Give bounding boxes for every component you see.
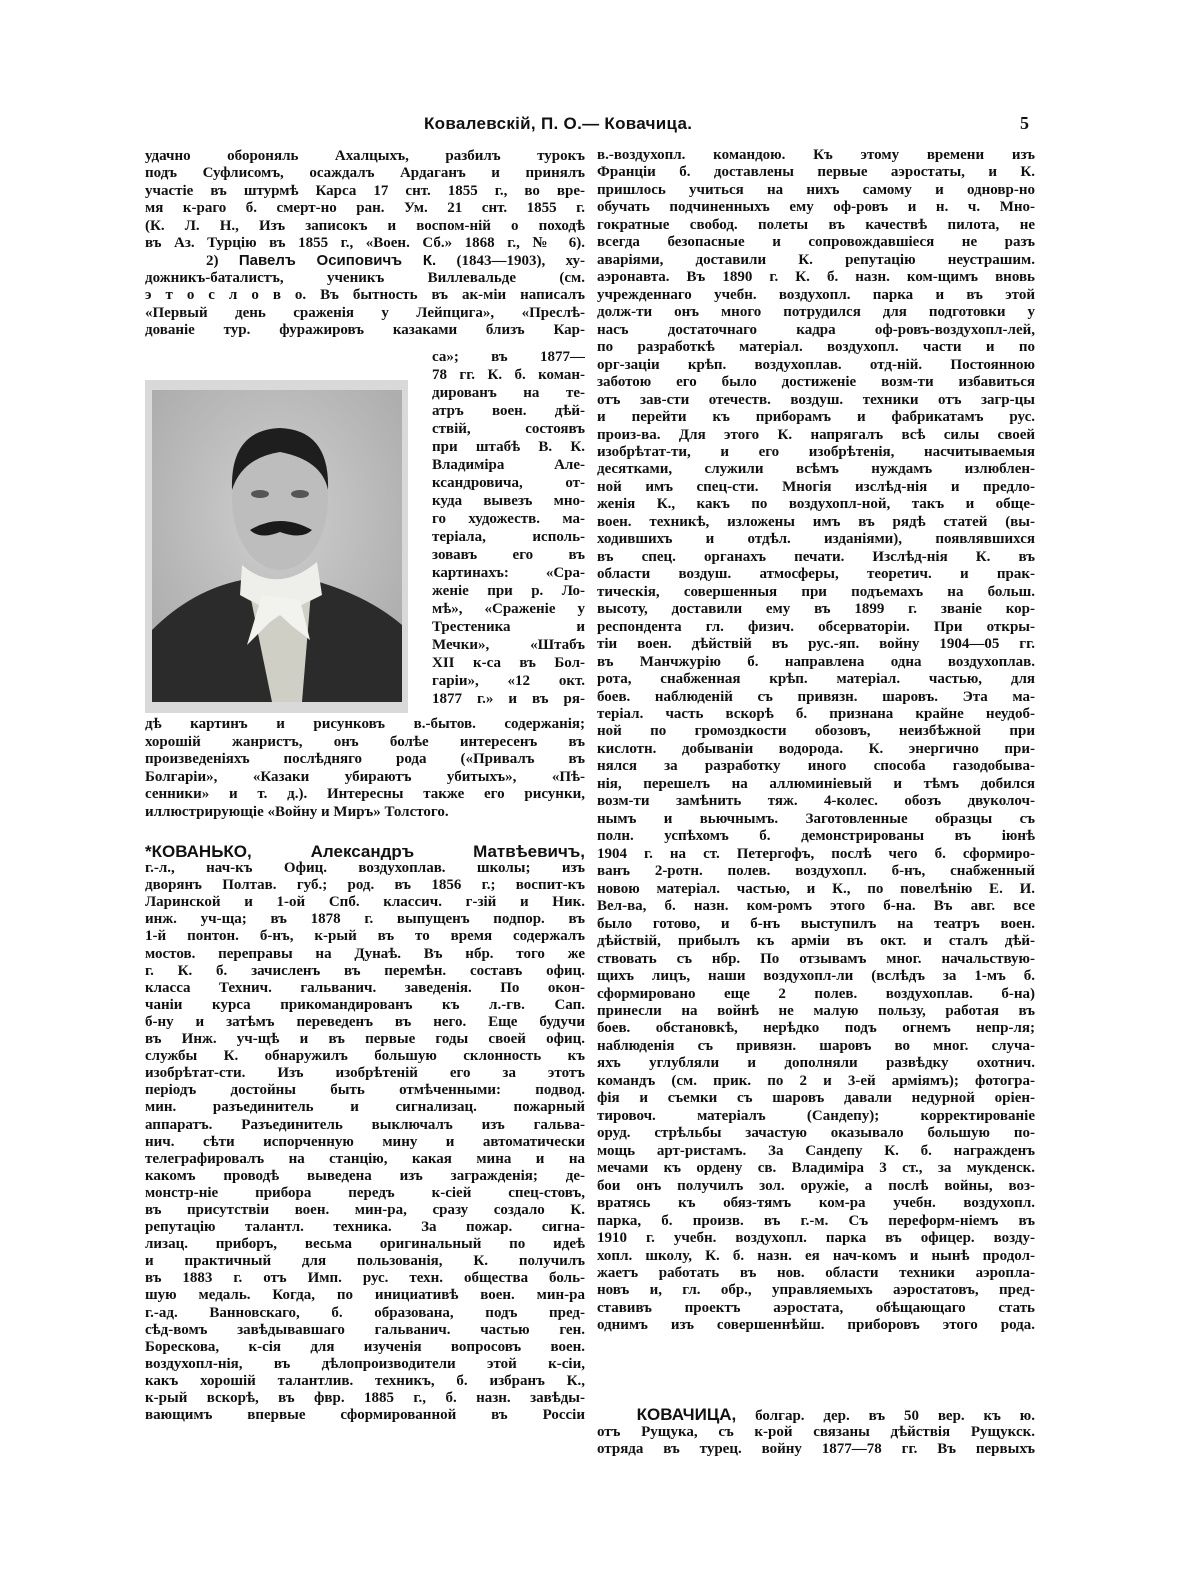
text-line: теріал. часть вскорѣ б. признана крайне неудоб-	[597, 706, 1035, 722]
left-column-block-3	[145, 716, 585, 822]
text-line: гократные свобод. полеты въ качествѣ пилота, не	[597, 216, 1035, 233]
text-line: э т о с л о в о. Въ бытность въ ак-міи написалъ	[145, 287, 585, 304]
text-line: боев. наблюденій съ привязн. шаровъ. Эта ма-	[597, 688, 1035, 705]
text-line: въ Манчжурію б. направлена одна воздухоплав.	[597, 653, 1035, 670]
text-line: отъ зав-сти отечеств. воздуш. техники отъ загр-цы	[597, 391, 1035, 408]
text-line: жаетъ работать въ нов. области техники аэропла-	[597, 1265, 1035, 1281]
text-line: бои онъ получилъ зол. оружіе, а послѣ войны, воз-	[597, 1177, 1035, 1194]
text-line: аваріями, доставили К. репутацію неустрашим.	[597, 251, 1035, 268]
text-line: фія и съемки съ шаровъ давали недурной оріен-	[597, 1090, 1035, 1107]
text-line: ствій, состоявъ	[432, 421, 585, 437]
text-line: Трестеника и	[432, 619, 585, 635]
text-line: нія, перешелъ на аллюминіевый и тѣмъ добился	[597, 775, 1035, 792]
text-line: подъ Суфлисомъ, осаждалъ Ардаганъ и принялъ	[145, 165, 585, 182]
text-line: гаріи», «12 окт.	[432, 673, 585, 689]
text-line: г. К. б. зачисленъ въ перемѣн. составъ офиц.	[145, 962, 585, 979]
text-line: иллюстрирующіе «Войну и Миръ» Толстого.	[145, 803, 449, 820]
text-line: было готово, и б-нъ выступилъ на театръ воен.	[597, 915, 1035, 932]
text-line: отряда въ турец. войну 1877—78 гг. Въ первыхъ	[597, 1441, 1035, 1458]
text-line: атръ воен. дѣй-	[432, 403, 585, 419]
text-line: женія К., какъ по воздухопл-ной, такъ и обще-	[597, 496, 1035, 513]
text-line: Владиміра Але-	[432, 457, 585, 473]
text-line: г.-л., нач-къ Офиц. воздухоплав. школы; изъ	[145, 860, 585, 877]
text-line: дожникъ-баталистъ, ученикъ Виллевальде (см.	[145, 269, 585, 286]
text-line: по разработкѣ матеріал. воздухопл. части и по	[597, 339, 1035, 356]
text-line: однимъ изъ совершеннѣйш. приборовъ этого рода.	[597, 1317, 1035, 1334]
text-line: ной имъ спец-сти. Многія изслѣд-нія и предло-	[597, 478, 1035, 495]
text-line: г.-ад. Ванновскаго, б. образована, подъ пред-	[145, 1304, 585, 1321]
text-line: насъ достаточнаго кадра оф-ровъ-воздухопл-лей,	[597, 321, 1035, 338]
text-line: мя к-раго б. смерт-но ран. Ум. 21 снт. 1855 г.	[145, 200, 585, 217]
text-line: Болгаріи», «Казаки убираютъ убитыхъ», «Пѣ-	[145, 768, 585, 785]
text-line: монстр-ніе прибора передъ к-сіей спец-стовъ,	[145, 1184, 585, 1201]
text-line: орг-заціи крѣп. воздухоплав. отд-ній. Постоянною	[597, 356, 1035, 373]
text-line: дѣ картинъ и рисунковъ в.-бытов. содержанія;	[145, 716, 585, 732]
text-line: нялся за разработку иного способа газодобыва-	[597, 758, 1035, 775]
text-line: дворянъ Полтав. губ.; род. въ 1856 г.; воспит-къ	[145, 877, 585, 894]
text-line: обучать подчиненныхъ ему оф-ровъ и н. ч. Мно-	[597, 199, 1035, 216]
text-line: удачно обороняль Ахалцыхъ, разбилъ турокъ	[145, 148, 585, 164]
text-line: высоту, доставили ему въ 1899 г. званіе кор-	[597, 601, 1035, 618]
text-line: участіе въ штурмѣ Карса 17 снт. 1855 г., во вре-	[145, 182, 585, 199]
text-line: к-рый вскорѣ, въ фвр. 1885 г., б. назн. завѣды-	[145, 1390, 585, 1406]
text-line: теріала, исполь-	[432, 529, 585, 545]
text-line: какомъ проводѣ выведена изъ загражденія; де-	[145, 1167, 585, 1184]
text-line: са»; въ 1877—	[432, 349, 585, 365]
text-line: 1904 г. на ст. Петергофъ, послѣ чего б. сформиро-	[597, 845, 1035, 862]
text-line: нич. сѣти испорченную мину и автоматически	[145, 1133, 585, 1150]
text-line: 1877 г.» и въ ря-	[432, 691, 585, 707]
text-line: вратясь къ обяз-тямъ ком-ра учебн. воздухопл.	[597, 1195, 1035, 1212]
text-line: класса Технич. гальванич. заведенія. По окон-	[145, 979, 585, 996]
text-line: воздухопл-нія, въ дѣлопроизводители этой к-сіи,	[145, 1355, 585, 1372]
text-line: кислотн. добываніи водорода. К. энергично при-	[597, 740, 1035, 757]
text-line	[145, 843, 585, 860]
left-column-beside-portrait	[432, 348, 585, 708]
text-line: хопл. школу, К. б. назн. ея нач-комъ и нынѣ продол-	[597, 1247, 1035, 1264]
text-line: службы К. обнаружилъ большую склонность къ	[145, 1048, 585, 1065]
text-segment: (1843—1903), ху-	[436, 253, 585, 270]
left-column-block-1	[145, 148, 585, 339]
text-line: Мечки», «Штабъ	[432, 637, 585, 653]
text-line: вающимъ впервые сформированной въ Россіи	[145, 1407, 585, 1424]
text-line: боев. обстановкѣ, нерѣдко подъ огнемъ непр-ля;	[597, 1020, 1035, 1037]
text-line: принесли на войнѣ не малую пользу, работая въ	[597, 1002, 1035, 1019]
text-line: мин. разъединитель и сигнализац. пожарный	[145, 1099, 585, 1116]
text-line: рота, снабженная крѣп. матеріал. частью, для	[597, 671, 1035, 688]
text-line: и перейти къ приборамъ и фабрикатамъ рус.	[597, 409, 1035, 426]
text-segment: 2)	[145, 253, 239, 270]
text-line: новъ и, гл. обр., управляемыхъ аэростатовъ, пред-	[597, 1282, 1035, 1299]
text-line: ствовать съ нбр. По отзывамъ мног. начальствую-	[597, 950, 1035, 967]
text-line: какъ хорошій талантлив. техникъ, б. избранъ К.,	[145, 1372, 585, 1389]
text-line: мостов. переправы на Дунаѣ. Въ нбр. того же	[145, 945, 585, 962]
entry-heading-name: Павелъ Осиповичъ К.	[238, 252, 437, 270]
entry-heading-name: *КОВАНЬКО, Александръ Матвѣевичъ,	[145, 843, 585, 861]
text-line: пришлось учиться на нихъ самому и одновр-но	[597, 181, 1035, 198]
text-line: возм-ти замѣнить тяж. 4-колес. обозъ двуколоч-	[597, 793, 1035, 810]
text-line: щихъ лицъ, наши воздухопл-ли (вслѣдъ за 1-мъ б.	[597, 968, 1035, 985]
text-line: въ Аз. Турцію въ 1855 г., «Воен. Сб.» 1868 г., № 6).	[145, 234, 585, 251]
text-line: 78 гг. К. б. коман-	[432, 367, 585, 383]
text-line: «Первый день сраженія у Лейпцига», «Преслѣ-	[145, 304, 585, 321]
text-line: Вел-ва, б. назн. ком-ромъ этого б-на. Въ авг. все	[597, 898, 1035, 915]
text-line: аэронавта. Въ 1890 г. К. б. назн. ком-щимъ вновь	[597, 269, 1035, 286]
portrait-man-icon	[152, 390, 402, 702]
text-line: б-ну и затѣмъ переведенъ въ него. Еще будучи	[145, 1013, 585, 1030]
text-line: зовавъ его въ	[432, 547, 585, 563]
text-line: го художеств. ма-	[432, 511, 585, 527]
portrait-photo	[145, 380, 408, 713]
text-line: въ 1883 г. отъ Имп. рус. техн. общества боль-	[145, 1270, 585, 1287]
text-line: ксандровича, от-	[432, 475, 585, 491]
text-line: аппаратъ. Разъединитель выключалъ изъ гальва-	[145, 1116, 585, 1133]
entry-heading-name: КОВАЧИЦА,	[597, 1406, 737, 1424]
text-line: періодъ достойны быть отмѣченными: подвод.	[145, 1082, 585, 1099]
text-line: сѣд-вомъ завѣдывавшаго гальванич. частью ген.	[145, 1321, 585, 1338]
text-line: и практичный для пользованія, К. получилъ	[145, 1253, 585, 1270]
text-line: тіи воен. дѣйствій въ рус.-яп. войну 1904—05 гг.	[597, 636, 1035, 653]
text-line: мощь арт-ристамъ. За Сандепу К. б. награжденъ	[597, 1142, 1035, 1159]
text-line: 1-й понтон. б-нъ, к-рый въ то время содержалъ	[145, 928, 585, 945]
text-line: отъ Рущука, съ к-рой связаны дѣйствія Рущукск.	[597, 1423, 1035, 1440]
text-line: въ Инж. уч-щѣ и въ первые годы своей офиц.	[145, 1031, 585, 1048]
text-line: въ спец. органахъ печати. Изслѣд-нія К. въ	[597, 548, 1035, 565]
text-segment: болгар. дер. въ 50 вер. къ ю.	[736, 1408, 1035, 1424]
text-line: области воздуш. атмосферы, теоретич. и прак-	[597, 566, 1035, 583]
text-line	[597, 1406, 1035, 1424]
text-line: десятками, служили всѣмъ нуждамъ излюблен-	[597, 461, 1035, 478]
text-line: наблюденія съ привязн. шаровъ во мног. случа-	[597, 1037, 1035, 1054]
right-column-block-1	[597, 147, 1035, 1335]
text-line: сформировано еще 2 полев. воздухоплав. б-на)	[597, 985, 1035, 1002]
text-line: лизац. приборъ, весьма оригинальный по идеѣ	[145, 1236, 585, 1253]
text-line	[145, 252, 585, 269]
text-line: произведеніяхъ послѣдняго рода («Привалъ въ	[145, 751, 585, 768]
text-line: командъ (см. прик. по 2 и 3-ей арміямъ); фотогра-	[597, 1072, 1035, 1089]
text-line: долж-ти онъ много потрудился для подготовки у	[597, 304, 1035, 321]
text-line: произ-ва. Для этого К. напрягалъ всѣ силы своей	[597, 426, 1035, 443]
text-line: новою матеріал. частью, и К., по повелѣнію Е. И.	[597, 880, 1035, 897]
entry-kovachitsa	[597, 1406, 1035, 1459]
text-line: хорошій жанристъ, онъ болѣе интересенъ въ	[145, 733, 585, 750]
text-line: нымъ и вьючнымъ. Заготовленные образцы съ	[597, 810, 1035, 827]
entry-kovanko	[145, 843, 585, 1424]
text-line: ванъ 2-ротн. полев. воздухопл. б-нъ, снабженный	[597, 863, 1035, 880]
text-line: мѣ», «Сраженіе у	[432, 601, 585, 617]
text-line: Ларинской и 1-ой Спб. классич. г-зій и Ник.	[145, 894, 585, 911]
text-line: ставивъ проектъ аэростата, обѣщающаго стать	[597, 1299, 1035, 1316]
text-line: репутацію талантл. техника. За пожар. сигна-	[145, 1219, 585, 1236]
running-header-title: Ковалевскій, П. О.— Ковачица.	[424, 114, 693, 133]
text-line: респондента гл. физич. обсерваторіи. При откры-	[597, 618, 1035, 635]
text-line: инж. уч-ща; въ 1878 г. выпущенъ подпор. въ	[145, 911, 585, 928]
text-line: XII к-са въ Бол-	[432, 655, 585, 671]
text-line: дированъ на те-	[432, 385, 585, 401]
text-line: тическія, совершенныя при подъемахъ на больш.	[597, 583, 1035, 600]
text-line: в.-воздухопл. командою. Къ этому времени изъ	[597, 147, 1035, 163]
text-line: учрежденнаго учебн. воздухопл. парка и въ этой	[597, 286, 1035, 303]
text-line: парка, б. произв. въ г.-м. Съ переформ-ніемъ въ	[597, 1212, 1035, 1229]
text-line: при штабѣ В. К.	[432, 439, 585, 455]
text-line: яхъ углубляли и дополняли развѣдку охотнич.	[597, 1055, 1035, 1072]
text-line: изобрѣтат-сти. Изъ изобрѣтеній его за этотъ	[145, 1065, 585, 1082]
text-line: тировоч. матеріалъ (Сандепу); корректированіе	[597, 1107, 1035, 1124]
text-line: (К. Л. Н., Изъ записокъ и воспом-ній о походѣ	[145, 217, 585, 234]
text-line: женіе при р. Ло-	[432, 583, 585, 599]
text-line: дѣйствій, прибылъ къ арміи въ окт. и сталъ дѣй-	[597, 933, 1035, 950]
text-line: полн. успѣхомъ б. демонстрированы въ іюнѣ	[597, 828, 1035, 845]
text-line: заботою его было достиженіе возм-ти избавиться	[597, 374, 1035, 391]
text-line: телеграфировалъ на станцію, какая мина и на	[145, 1150, 585, 1167]
text-line: сенники» и т. д.). Интересны также его рисунки,	[145, 786, 585, 803]
text-line: изобрѣтат-ти, и его изобрѣтенія, насчитываемыя	[597, 443, 1035, 460]
text-line: шую медаль. Когда, по инициативѣ воен. мин-ра	[145, 1287, 585, 1304]
text-line: мечами къ ордену св. Владиміра 3 ст., за мукденск.	[597, 1160, 1035, 1177]
text-line: дованіе тур. фуражировъ казаками близъ Кар-	[145, 321, 585, 338]
text-line: картинахъ: «Сра-	[432, 565, 585, 581]
text-line: въ присутствіи воен. мин-ра, сразу создало К.	[145, 1201, 585, 1218]
text-line: ной по громоздкости обозовъ, неизбѣжной при	[597, 723, 1035, 740]
text-line: чаніи курса прикомандированъ къ л.-гв. Сап.	[145, 996, 585, 1013]
page-number: 5	[1020, 113, 1029, 133]
text-line: Франціи б. доставлены первые аэростаты, и К.	[597, 164, 1035, 181]
text-line: ходившихъ и отдѣл. изданіями), появлявшихся	[597, 531, 1035, 548]
text-line: всегда безопасные и сопровождавшіеся не разъ	[597, 234, 1035, 251]
text-line: оруд. стрѣльбы зачастую оказывало большую по-	[597, 1125, 1035, 1142]
text-line: куда вывезъ мно-	[432, 493, 585, 509]
text-line: 1910 г. учебн. воздухопл. парка въ офицер. возду-	[597, 1230, 1035, 1247]
text-line: Борескова, к-сія для изученія вопросовъ воен.	[145, 1338, 585, 1355]
text-line: воен. техникѣ, изложены имъ въ рядѣ статей (вы-	[597, 513, 1035, 530]
